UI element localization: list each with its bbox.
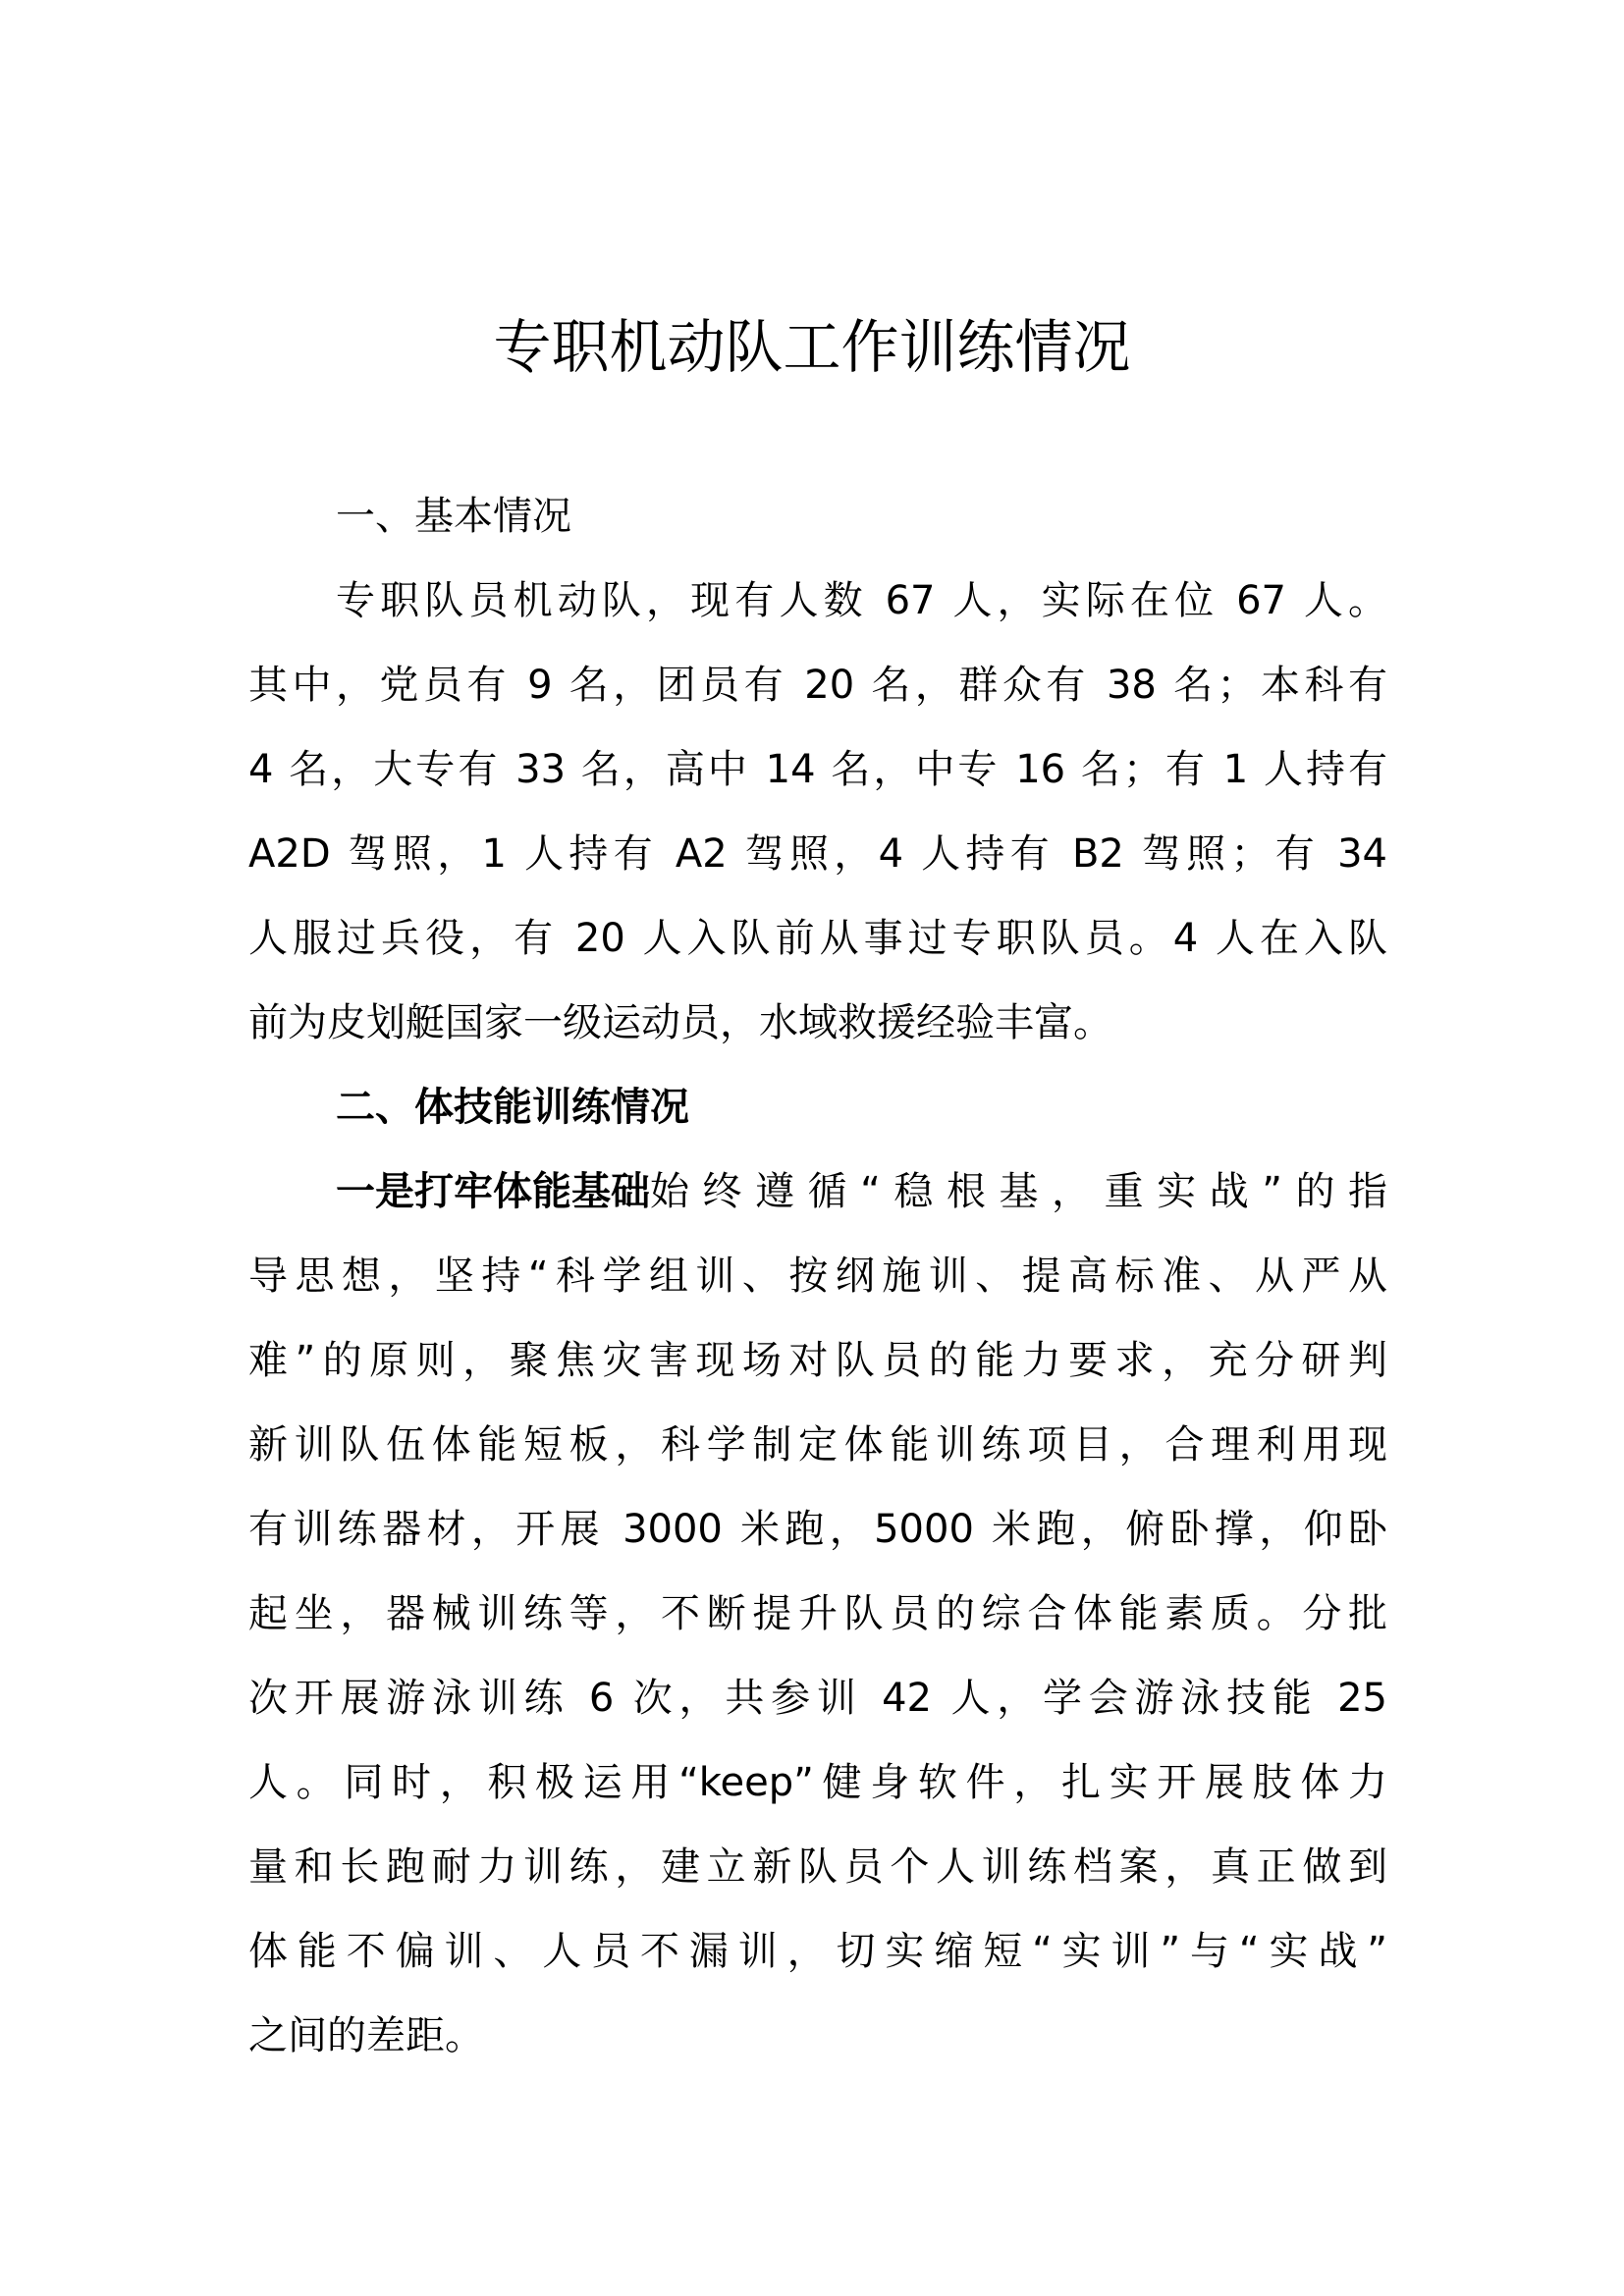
section-heading-training: 二、体技能训练情况 [336, 1085, 689, 1130]
document-title: 专职机动队工作训练情况 [493, 313, 1131, 381]
paragraph-line: 量和长跑耐力训练，建立新队员个人训练档案，真正做到 [248, 1844, 1387, 1890]
paragraph-line: 始终遵循“稳根基，重实战”的指 [650, 1169, 1387, 1214]
paragraph-first-line [336, 1162, 1387, 1221]
paragraph-line: 前为皮划艇国家一级运动员，水域救援经验丰富。 [248, 1000, 1112, 1045]
paragraph-line: 难”的原则，聚焦灾害现场对队员的能力要求，充分研判 [248, 1338, 1387, 1383]
paragraph-lead-bold: 一是打牢体能基础 [336, 1169, 650, 1214]
paragraph-line: 新训队伍体能短板，科学制定体能训练项目，合理利用现 [248, 1422, 1387, 1468]
paragraph-line: 人。同时，积极运用“keep”健身软件，扎实开展肢体力 [248, 1760, 1387, 1805]
paragraph-line: A2D 驾照，1 人持有 A2 驾照，4 人持有 B2 驾照；有 34 [248, 831, 1387, 877]
paragraph-line: 起坐，器械训练等，不断提升队员的综合体能素质。分批 [248, 1591, 1387, 1636]
paragraph-line: 4 名，大专有 33 名，高中 14 名，中专 16 名；有 1 人持有 [248, 747, 1387, 792]
paragraph-line: 人服过兵役，有 20 人入队前从事过专职队员。4 人在入队 [248, 916, 1387, 961]
paragraph-line: 体能不偏训、人员不漏训，切实缩短“实训”与“实战” [248, 1929, 1387, 1974]
paragraph-line: 次开展游泳训练 6 次，共参训 42 人，学会游泳技能 25 [248, 1676, 1387, 1721]
paragraph-line: 有训练器材，开展 3000 米跑，5000 米跑，俯卧撑，仰卧 [248, 1507, 1387, 1552]
paragraph-line: 其中，党员有 9 名，团员有 20 名，群众有 38 名；本科有 [248, 663, 1387, 708]
section-heading-basic-info: 一、基本情况 [336, 494, 571, 539]
paragraph-line: 导思想，坚持“科学组训、按纲施训、提高标准、从严从 [248, 1254, 1387, 1299]
paragraph-line: 专职队员机动队，现有人数 67 人，实际在位 67 人。 [336, 578, 1387, 623]
paragraph-line: 之间的差距。 [248, 2013, 484, 2058]
